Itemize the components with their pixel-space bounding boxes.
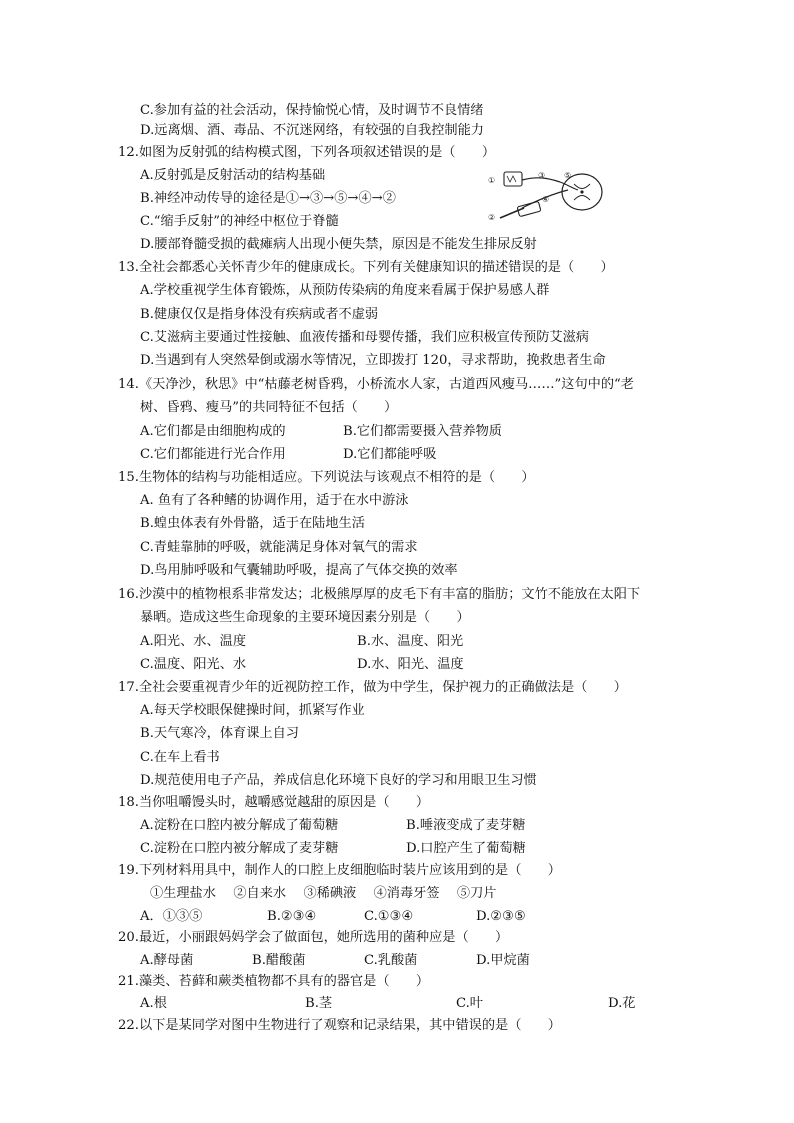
q15-option-c: C.青蛙靠肺的呼吸，就能满足身体对氧气的需求	[140, 540, 418, 555]
q20-option-a: A.酵母菌	[140, 953, 194, 968]
q17-option-a: A.每天学校眼保健操时间，抓紧写作业	[140, 703, 365, 718]
q18-option-c: C.淀粉在口腔内被分解成了麦芽糖	[140, 841, 339, 856]
question-18: 18.当你咀嚼馒头时，越嚼感觉越甜的原因是（ ）	[118, 795, 430, 810]
q16-option-a: A.阳光、水、温度	[140, 634, 247, 649]
question-13: 13.全社会都悉心关怀青少年的健康成长。下列有关健康知识的描述错误的是（ ）	[118, 260, 614, 275]
q21-option-a: A.根	[140, 996, 167, 1011]
q12-option-a: A.反射弧是反射活动的结构基础	[140, 168, 326, 183]
question-22: 22.以下是某同学对图中生物进行了观察和记录结果，其中错误的是（ ）	[118, 1018, 561, 1033]
q15-option-a: A. 鱼有了各种鳍的协调作用，适于在水中游泳	[140, 493, 409, 508]
q18-option-a: A.淀粉在口腔内被分解成了葡萄糖	[140, 818, 339, 833]
question-19: 19.下列材料用具中，制作人的口腔上皮细胞临时装片应该用到的是（ ）	[118, 863, 561, 878]
figure-label-2: ②	[488, 213, 496, 222]
question-15: 15.生物体的结构与功能相适应。下列说法与该观点不相符的是（ ）	[118, 470, 535, 485]
q14-option-d: D.它们都能呼吸	[343, 447, 437, 462]
q19-option-c: C.①③④	[364, 909, 414, 924]
question-16: 16.沙漠中的植物根系非常发达；北极熊厚厚的皮毛下有丰富的脂肪；文竹不能放在太阳下	[118, 587, 641, 602]
q16-option-d: D.水、阳光、温度	[357, 657, 464, 672]
q12-option-c: C.“缩手反射”的神经中枢位于脊髓	[140, 214, 339, 229]
question-14-cont: 树、昏鸦、瘦马”的共同特征不包括（ ）	[140, 400, 398, 415]
q13-option-d: D.当遇到有人突然晕倒或溺水等情况，立即拨打 120，寻求帮助，挽救患者生命	[140, 353, 606, 368]
q19-materials: ①生理盐水 ②自来水 ③稀碘液 ④消毒牙签 ⑤刀片	[150, 886, 497, 901]
skin-receptor	[504, 172, 522, 186]
q21-option-b: B.茎	[305, 996, 333, 1011]
q16-option-c: C.温度、阳光、水	[140, 657, 247, 672]
question-20: 20.最近，小丽跟妈妈学会了做面包，她所选用的菌种应是（ ）	[118, 930, 509, 945]
q17-option-d: D.规范使用电子产品，养成信息化环境下良好的学习和用眼卫生习惯	[140, 773, 537, 788]
q17-option-b: B.天气寒冷，体育课上自习	[140, 726, 299, 741]
q21-option-d: D.花	[608, 996, 636, 1011]
q19-option-d: D.②③⑤	[476, 909, 526, 924]
figure-label-1: ①	[488, 176, 496, 185]
q12-option-b: B.神经冲动传导的途径是①→③→⑤→④→②	[140, 191, 396, 206]
q20-option-d: D.甲烷菌	[476, 953, 530, 968]
q19-option-a: A．①③⑤	[140, 909, 203, 924]
q21-option-c: C.叶	[456, 996, 483, 1011]
q13-option-a: A.学校重视学生体育锻炼，从预防传染病的角度来看属于保护易感人群	[140, 283, 550, 298]
q13-option-c: C.艾滋病主要通过性接触、血液传播和母婴传播，我们应积极宣传预防艾滋病	[140, 330, 589, 345]
q19-option-b: B.②③④	[267, 909, 317, 924]
figure-label-3: ③	[538, 171, 546, 180]
q14-option-b: B.它们都需要摄入营养物质	[343, 424, 502, 439]
q15-option-d: D.鸟用肺呼吸和气囊辅助呼吸，提高了气体交换的效率	[140, 563, 458, 578]
q16-option-b: B.水、温度、阳光	[357, 634, 464, 649]
question-17: 17.全社会要重视青少年的近视防控工作，做为中学生，保护视力的正确做法是（ ）	[118, 680, 627, 695]
q11-option-d: D.远离烟、酒、毒品、不沉迷网络，有较强的自我控制能力	[140, 123, 484, 138]
q18-option-d: D.口腔产生了葡萄糖	[406, 841, 526, 856]
question-14: 14.《天净沙，秋思》中“枯藤老树昏鸦，小桥流水人家，古道西风瘦马……”这句中的“老	[118, 377, 634, 392]
q13-option-b: B.健康仅仅是指身体没有疾病或者不虚弱	[140, 307, 379, 322]
question-21: 21.藻类、苔藓和蕨类植物都不具有的器官是（ ）	[118, 974, 430, 989]
q17-option-c: C.在车上看书	[140, 750, 220, 765]
reflex-arc-figure	[488, 168, 610, 226]
q15-option-b: B.蝗虫体表有外骨骼，适于在陆地生活	[140, 516, 365, 531]
q18-option-b: B.唾液变成了麦芽糖	[406, 818, 526, 833]
figure-label-4: ④	[542, 195, 550, 204]
figure-label-5: ⑤	[564, 171, 572, 180]
question-16-cont: 暴晒。造成这些生命现象的主要环境因素分别是（ ）	[140, 610, 470, 625]
question-12: 12.如图为反射弧的结构模式图，下列各项叙述错误的是（ ）	[118, 145, 496, 160]
q20-option-c: C.乳酸菌	[364, 953, 418, 968]
q20-option-b: B.醋酸菌	[252, 953, 306, 968]
q12-option-d: D.腰部脊髓受损的截瘫病人出现小便失禁，原因是不能发生排尿反射	[140, 237, 537, 252]
q14-option-a: A.它们都是由细胞构成的	[140, 424, 286, 439]
q11-option-c: C.参加有益的社会活动，保持愉悦心情，及时调节不良情绪	[140, 103, 484, 118]
q14-option-c: C.它们都能进行光合作用	[140, 447, 286, 462]
